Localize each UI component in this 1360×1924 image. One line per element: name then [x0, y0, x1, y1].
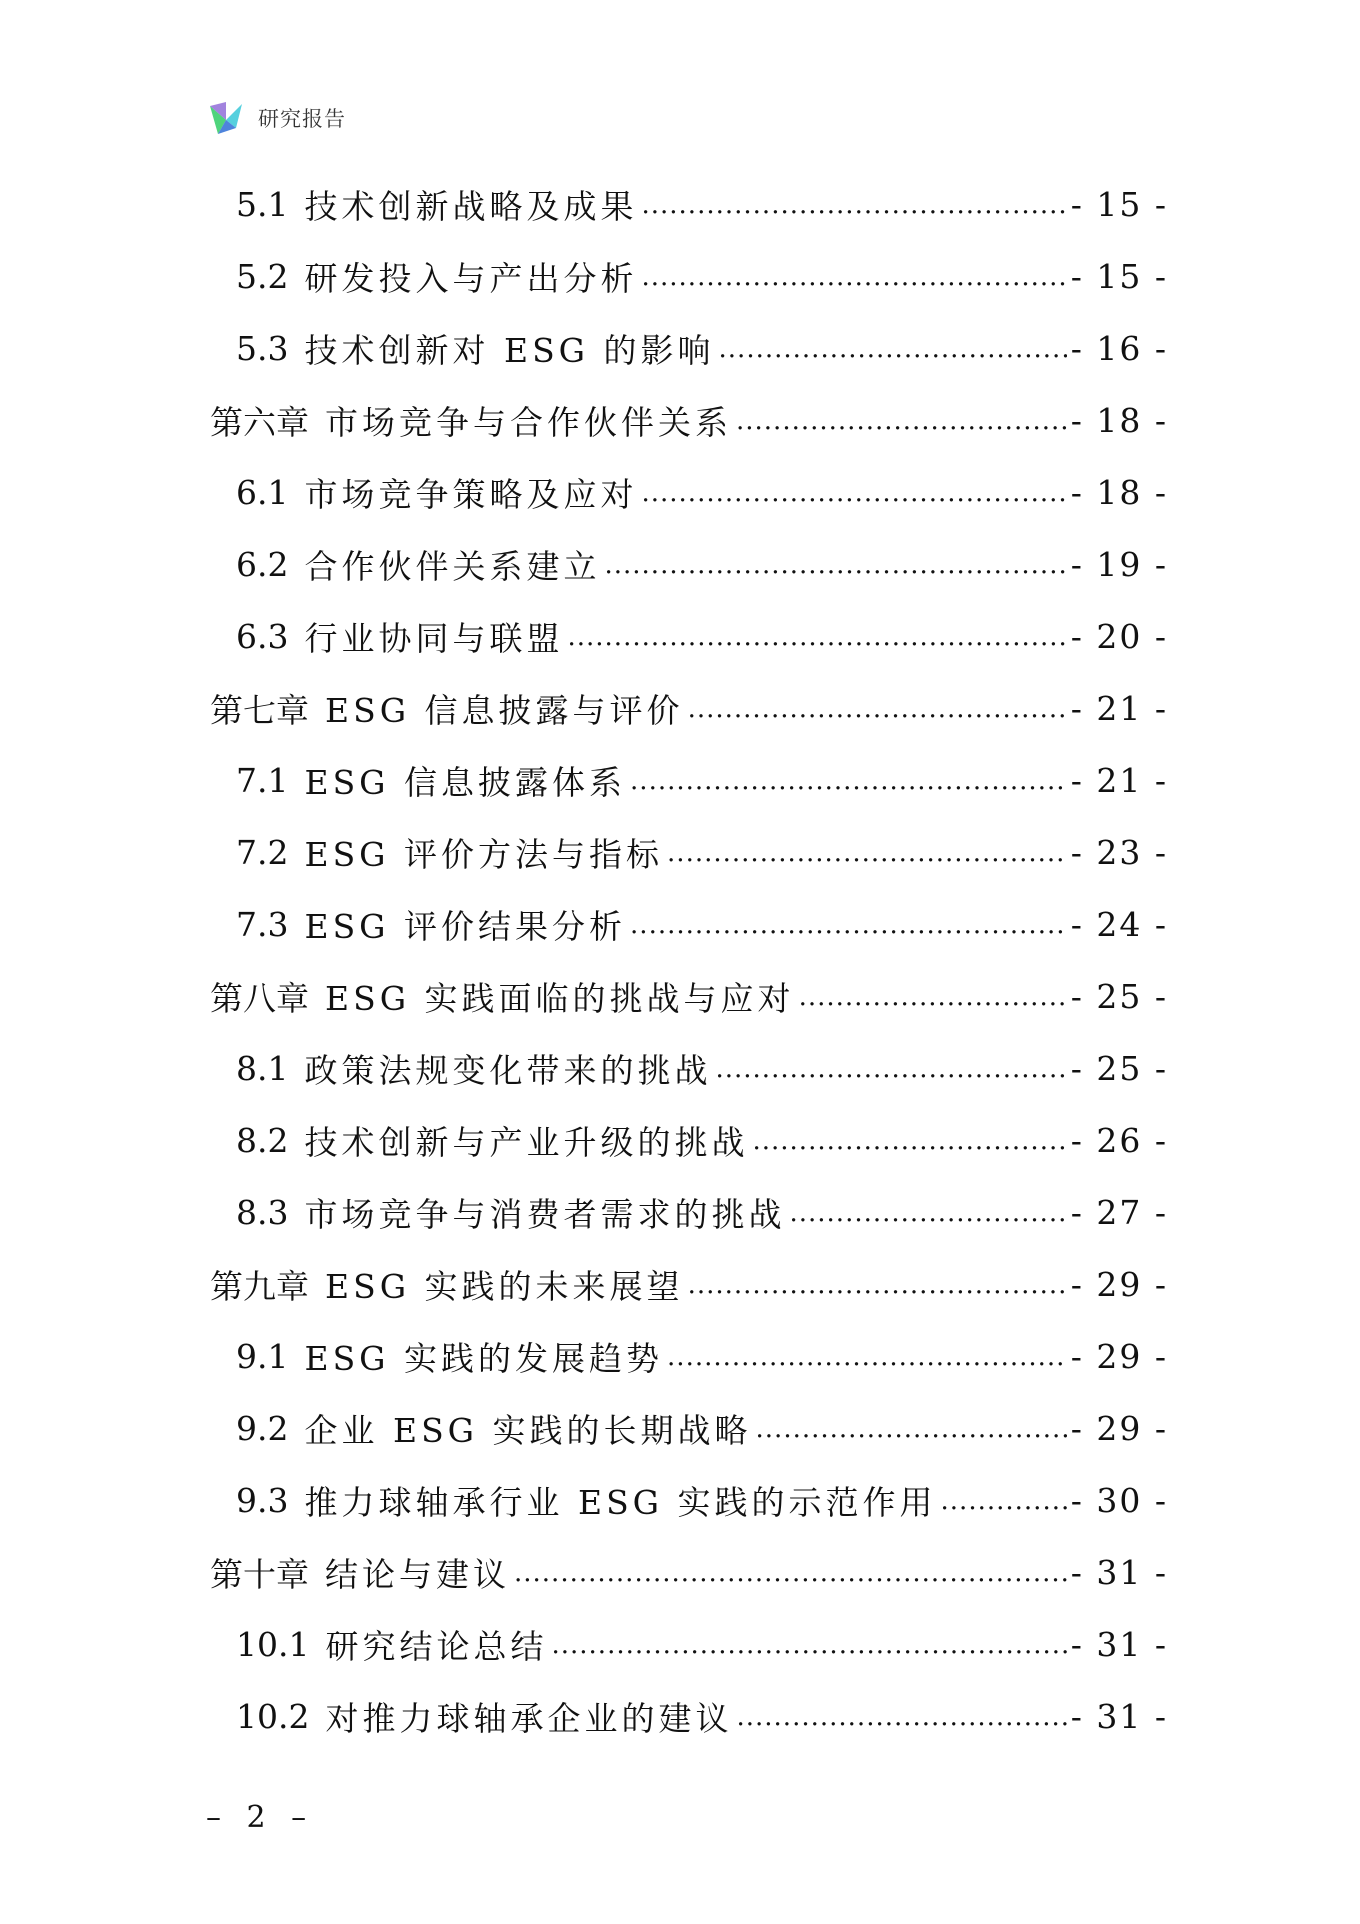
toc-entry-page: - 31 - — [1070, 1552, 1168, 1592]
toc-entry[interactable] — [210, 960, 1168, 1032]
toc-entry-page: - 18 - — [1070, 472, 1168, 512]
toc-dot-leader — [752, 1122, 1066, 1158]
page-number: – 2 – — [206, 1800, 315, 1835]
toc-entry-page: - 18 - — [1070, 400, 1168, 440]
toc-entry-page: - 25 - — [1070, 1048, 1168, 1088]
toc-entry-number: 8.2 — [236, 1120, 289, 1160]
toc-entry-page: - 21 - — [1070, 688, 1168, 728]
toc-entry-title: 推力球轴承行业 ESG 实践的示范作用 — [304, 1482, 937, 1522]
toc-dot-leader — [567, 618, 1066, 654]
toc-entry-page: - 20 - — [1070, 616, 1168, 656]
toc-entry-title: 市场竞争与消费者需求的挑战 — [304, 1194, 786, 1234]
toc-entry-title: 技术创新对 ESG 的影响 — [304, 330, 715, 370]
toc-entry[interactable] — [210, 1680, 1168, 1752]
toc-entry[interactable] — [210, 1464, 1168, 1536]
toc-entry-page: - 16 - — [1070, 328, 1168, 368]
toc-entry-page: - 15 - — [1070, 256, 1168, 296]
toc-entry-number: 10.2 — [236, 1696, 310, 1736]
toc-entry-page: - 19 - — [1070, 544, 1168, 584]
toc-entry-page: - 24 - — [1070, 904, 1168, 944]
toc-entry-title: 技术创新与产业升级的挑战 — [304, 1122, 749, 1162]
toc-dot-leader — [630, 762, 1067, 798]
toc-dot-leader — [736, 402, 1067, 438]
toc-entry[interactable] — [210, 672, 1168, 744]
toc-entry-page: - 27 - — [1070, 1192, 1168, 1232]
toc-entry-title: ESG 信息披露体系 — [304, 762, 627, 802]
toc-entry-number: 第七章 — [210, 690, 309, 730]
toc-dot-leader — [641, 186, 1066, 222]
toc-dot-leader — [736, 1698, 1066, 1734]
toc-entry-number: 5.1 — [236, 184, 289, 224]
toc-entry-title: ESG 信息披露与评价 — [325, 690, 684, 730]
toc-entry-title: 合作伙伴关系建立 — [304, 546, 601, 586]
page-header — [206, 96, 346, 140]
toc-entry-page: - 29 - — [1070, 1336, 1168, 1376]
toc-entry-page: - 31 - — [1070, 1696, 1168, 1736]
toc-dot-leader — [667, 834, 1067, 870]
toc-entry-number: 6.1 — [236, 472, 289, 512]
toc-entry-title: 研发投入与产出分析 — [304, 258, 638, 298]
table-of-contents — [210, 168, 1168, 1752]
toc-entry-number: 9.1 — [236, 1336, 289, 1376]
toc-entry[interactable] — [210, 1392, 1168, 1464]
toc-entry[interactable] — [210, 1104, 1168, 1176]
toc-entry[interactable] — [210, 168, 1168, 240]
toc-entry[interactable] — [210, 1176, 1168, 1248]
toc-entry[interactable] — [210, 1248, 1168, 1320]
toc-entry-page: - 15 - — [1070, 184, 1168, 224]
toc-entry-number: 6.3 — [236, 616, 289, 656]
toc-dot-leader — [789, 1194, 1066, 1230]
toc-entry-title: ESG 实践面临的挑战与应对 — [325, 978, 795, 1018]
toc-entry[interactable] — [210, 1032, 1168, 1104]
toc-entry[interactable] — [210, 240, 1168, 312]
toc-entry-number: 6.2 — [236, 544, 289, 584]
toc-entry-number: 8.3 — [236, 1192, 289, 1232]
toc-entry[interactable] — [210, 1536, 1168, 1608]
toc-dot-leader — [630, 906, 1067, 942]
toc-entry[interactable] — [210, 1608, 1168, 1680]
toc-entry-page: - 31 - — [1070, 1624, 1168, 1664]
toc-entry[interactable] — [210, 816, 1168, 888]
toc-dot-leader — [514, 1554, 1067, 1590]
toc-entry-number: 10.1 — [236, 1624, 310, 1664]
toc-entry[interactable] — [210, 456, 1168, 528]
toc-entry-page: - 21 - — [1070, 760, 1168, 800]
toc-entry-page: - 26 - — [1070, 1120, 1168, 1160]
toc-entry-title: ESG 评价方法与指标 — [304, 834, 664, 874]
toc-entry[interactable] — [210, 312, 1168, 384]
toc-dot-leader — [941, 1482, 1067, 1518]
toc-dot-leader — [719, 330, 1067, 366]
toc-dot-leader — [688, 690, 1067, 726]
toc-entry-number: 5.3 — [236, 328, 289, 368]
toc-entry-number: 7.3 — [236, 904, 289, 944]
header-title: 研究报告 — [258, 107, 346, 131]
toc-entry-title: 技术创新战略及成果 — [304, 186, 638, 226]
toc-entry-number: 7.1 — [236, 760, 289, 800]
toc-entry-page: - 25 - — [1070, 976, 1168, 1016]
toc-entry-title: ESG 评价结果分析 — [304, 906, 627, 946]
toc-entry-title: 对推力球轴承企业的建议 — [325, 1698, 733, 1738]
toc-dot-leader — [604, 546, 1066, 582]
toc-entry-number: 7.2 — [236, 832, 289, 872]
toc-dot-leader — [688, 1266, 1067, 1302]
toc-dot-leader — [641, 258, 1066, 294]
toc-entry-page: - 23 - — [1070, 832, 1168, 872]
toc-entry-number: 8.1 — [236, 1048, 289, 1088]
toc-dot-leader — [667, 1338, 1067, 1374]
toc-entry-title: 市场竞争与合作伙伴关系 — [325, 402, 732, 442]
toc-entry-title: 行业协同与联盟 — [304, 618, 564, 658]
toc-entry[interactable] — [210, 1320, 1168, 1392]
toc-entry-number: 第九章 — [210, 1266, 309, 1306]
toc-entry-title: ESG 实践的未来展望 — [325, 1266, 684, 1306]
toc-entry[interactable] — [210, 384, 1168, 456]
logo-icon — [206, 98, 246, 138]
toc-dot-leader — [551, 1626, 1066, 1662]
toc-entry-title: 企业 ESG 实践的长期战略 — [304, 1410, 752, 1450]
toc-entry-title: 结论与建议 — [325, 1554, 510, 1594]
toc-entry-page: - 29 - — [1070, 1408, 1168, 1448]
toc-entry-number: 第十章 — [210, 1554, 309, 1594]
toc-entry-number: 9.3 — [236, 1480, 289, 1520]
toc-entry-page: - 30 - — [1070, 1480, 1168, 1520]
toc-entry[interactable] — [210, 744, 1168, 816]
toc-entry-number: 第六章 — [210, 402, 309, 442]
toc-entry-title: ESG 实践的发展趋势 — [304, 1338, 664, 1378]
toc-entry-page: - 29 - — [1070, 1264, 1168, 1304]
toc-dot-leader — [756, 1410, 1067, 1446]
toc-entry[interactable] — [210, 528, 1168, 600]
toc-entry-title: 政策法规变化带来的挑战 — [304, 1050, 712, 1090]
toc-entry-title: 市场竞争策略及应对 — [304, 474, 638, 514]
toc-entry-number: 第八章 — [210, 978, 309, 1018]
toc-entry-number: 5.2 — [236, 256, 289, 296]
toc-dot-leader — [799, 978, 1067, 1014]
toc-dot-leader — [641, 474, 1066, 510]
toc-entry[interactable] — [210, 888, 1168, 960]
toc-entry[interactable] — [210, 600, 1168, 672]
toc-dot-leader — [715, 1050, 1066, 1086]
toc-entry-number: 9.2 — [236, 1408, 289, 1448]
toc-entry-title: 研究结论总结 — [325, 1626, 548, 1666]
